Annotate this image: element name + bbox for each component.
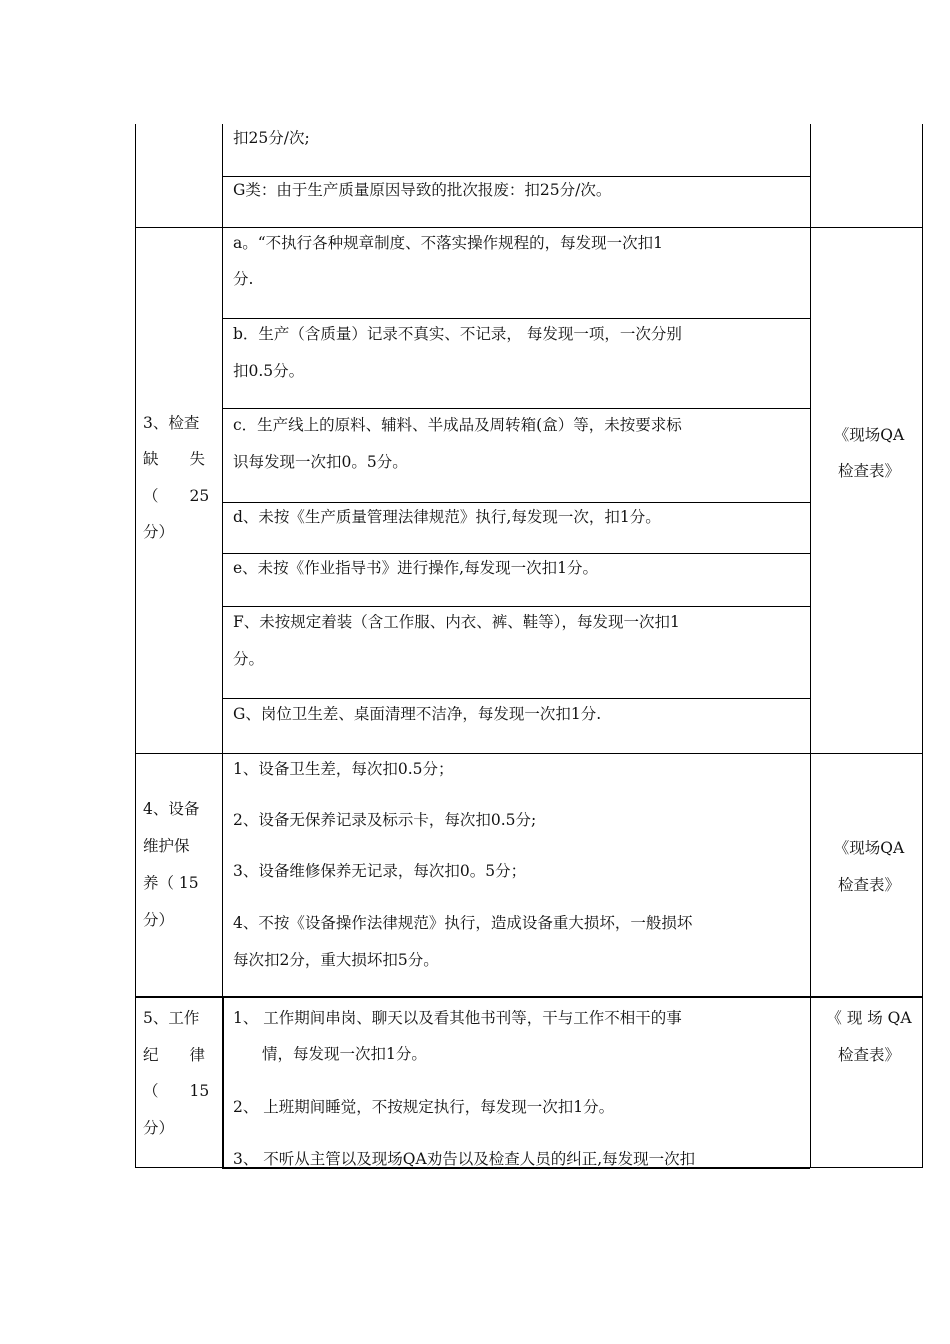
- item-text: a。“不执行各种规章制度、不落实操作规程的，每发现一次扣1: [233, 234, 664, 252]
- item-text: 1、设备卫生差，每次扣0.5分；: [233, 760, 454, 778]
- reference-form: 检查表》: [837, 1046, 900, 1064]
- item-text: 3、设备维修保养无记录，每次扣0。5分；: [233, 862, 527, 880]
- item-text: 分。: [233, 650, 265, 668]
- row-divider: [135, 227, 923, 228]
- cell-divider: [222, 502, 810, 503]
- category-label: 养（ 15: [143, 874, 199, 892]
- category-label: 缺 失: [143, 450, 206, 468]
- category-label: 纪 律: [143, 1046, 206, 1064]
- category-label: 3、检查: [143, 414, 200, 432]
- item-text: 每次扣2分，重大损坏扣5分。: [233, 951, 439, 969]
- item-text: d、未按《生产质量管理法律规范》执行,每发现一次，扣1分。: [233, 508, 661, 526]
- cell-divider: [222, 318, 810, 319]
- row-divider: [135, 996, 923, 998]
- right-border: [922, 124, 923, 1168]
- cell-divider: [222, 176, 810, 177]
- item-text: G类：由于生产质量原因导致的批次报废：扣25分/次。: [233, 181, 612, 199]
- left-border: [135, 124, 136, 1168]
- item-text: 扣0.5分。: [233, 362, 305, 380]
- item-text: 扣25分/次;: [233, 129, 310, 147]
- category-label: 分）: [143, 523, 175, 541]
- item-text: c．生产线上的原料、辅料、半成品及周转箱(盒）等，未按要求标: [233, 416, 682, 434]
- cell-divider: [222, 408, 810, 409]
- reference-form: 《 现 场 QA: [826, 1009, 912, 1027]
- category-label: 5、工作: [143, 1009, 200, 1027]
- column-divider-2: [810, 124, 811, 1168]
- category-label: 分）: [143, 911, 175, 929]
- category-label: 分）: [143, 1119, 175, 1137]
- item-text: 情，每发现一次扣1分。: [262, 1045, 427, 1063]
- item-text: 识每发现一次扣0。5分。: [233, 453, 408, 471]
- item-text: 1、 工作期间串岗、聊天以及看其他书刊等，干与工作不相干的事: [233, 1009, 682, 1027]
- reference-form: 《现场QA: [833, 426, 905, 444]
- column-divider-thick: [222, 996, 224, 1168]
- bottom-border: [810, 1167, 923, 1168]
- reference-form: 《现场QA: [833, 839, 905, 857]
- cell-divider: [222, 553, 810, 554]
- cell-divider: [222, 698, 810, 699]
- row-divider: [135, 753, 923, 754]
- item-text: F、未按规定着装（含工作服、内衣、裤、鞋等），每发现一次扣1: [233, 613, 680, 631]
- item-text: 2、设备无保养记录及标示卡，每次扣0.5分;: [233, 811, 537, 829]
- bottom-border: [135, 1167, 223, 1168]
- reference-form: 检查表》: [837, 876, 900, 894]
- cell-divider: [222, 606, 810, 607]
- reference-form: 检查表》: [837, 462, 900, 480]
- item-text: b．生产（含质量）记录不真实、不记录， 每发现一项，一次分别: [233, 325, 682, 343]
- category-label: 4、设备: [143, 800, 200, 818]
- item-text: 分.: [233, 270, 254, 288]
- item-text: e、未按《作业指导书》进行操作,每发现一次扣1分。: [233, 559, 598, 577]
- item-text: 2、 上班期间睡觉，不按规定执行，每发现一次扣1分。: [233, 1098, 615, 1116]
- category-label: 维护保: [143, 837, 190, 855]
- item-text: G、岗位卫生差、桌面清理不洁净，每发现一次扣1分.: [233, 705, 602, 723]
- category-label: （ 15: [143, 1082, 210, 1100]
- item-text: 4、不按《设备操作法律规范》执行，造成设备重大损坏，一般损坏: [233, 914, 693, 932]
- item-text: 3、 不听从主管以及现场QA劝告以及检查人员的纠正,每发现一次扣: [233, 1150, 696, 1168]
- category-label: （ 25: [143, 487, 210, 505]
